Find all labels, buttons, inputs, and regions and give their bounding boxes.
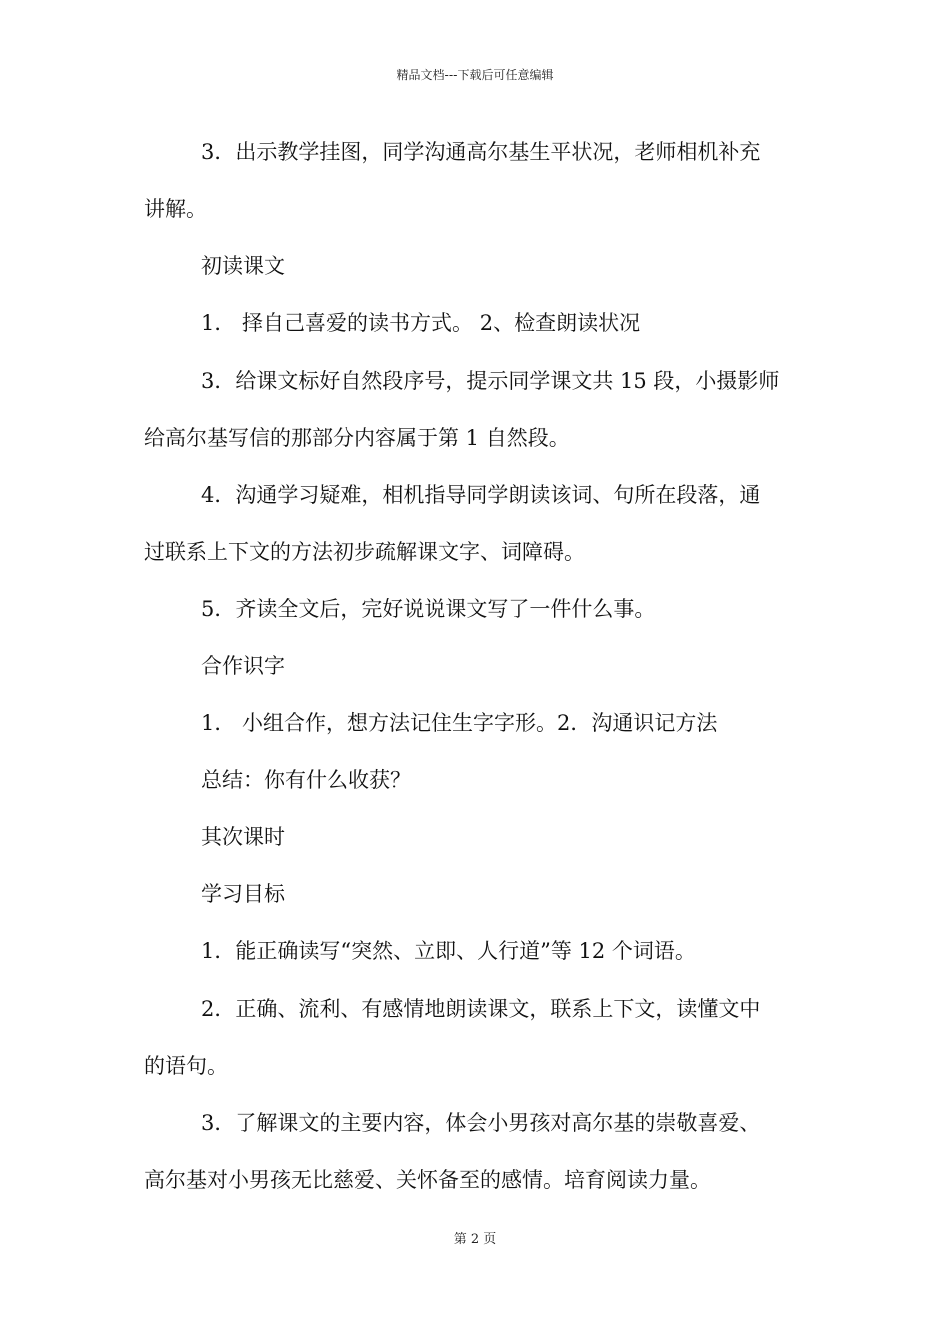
paragraph-line: 1． 择自己喜爱的读书方式。 2、检查朗读状况 xyxy=(201,311,641,335)
paragraph-line: 4．沟通学习疑难，相机指导同学朗读该词、句所在段落，通 xyxy=(201,483,761,507)
paragraph-line: 过联系上下文的方法初步疏解课文字、词障碍。 xyxy=(144,540,585,564)
paragraph-line: 给高尔基写信的那部分内容属于第 1 自然段。 xyxy=(144,426,570,450)
paragraph-line: 1． 小组合作，想方法记住生字字形。2．沟通识记方法 xyxy=(201,711,718,735)
page-header: 精品文档---下载后可任意编辑 xyxy=(396,68,554,82)
paragraph-line: 2．正确、流利、有感情地朗读课文，联系上下文，读懂文中 xyxy=(201,997,761,1021)
section-heading: 其次课时 xyxy=(201,825,285,849)
paragraph-line: 讲解。 xyxy=(144,197,207,221)
paragraph-line: 3．了解课文的主要内容，体会小男孩对高尔基的崇敬喜爱、 xyxy=(201,1111,761,1135)
paragraph-line: 高尔基对小男孩无比慈爱、关怀备至的感情。培育阅读力量。 xyxy=(144,1168,711,1192)
paragraph-line: 3．出示教学挂图，同学沟通高尔基生平状况，老师相机补充 xyxy=(201,140,761,164)
paragraph-line: 5．齐读全文后，完好说说课文写了一件什么事。 xyxy=(201,597,656,621)
section-heading: 学习目标 xyxy=(201,882,285,906)
paragraph-line: 的语句。 xyxy=(144,1054,228,1078)
paragraph-line: 3．给课文标好自然段序号，提示同学课文共 15 段，小摄影师 xyxy=(201,369,780,393)
section-heading: 合作识字 xyxy=(201,654,285,678)
page-number: 第 2 页 xyxy=(453,1232,497,1247)
paragraph-line: 1．能正确读写“突然、立即、人行道”等 12 个词语。 xyxy=(201,939,696,963)
section-heading: 初读课文 xyxy=(201,254,285,278)
paragraph-line: 总结：你有什么收获？ xyxy=(201,768,411,792)
